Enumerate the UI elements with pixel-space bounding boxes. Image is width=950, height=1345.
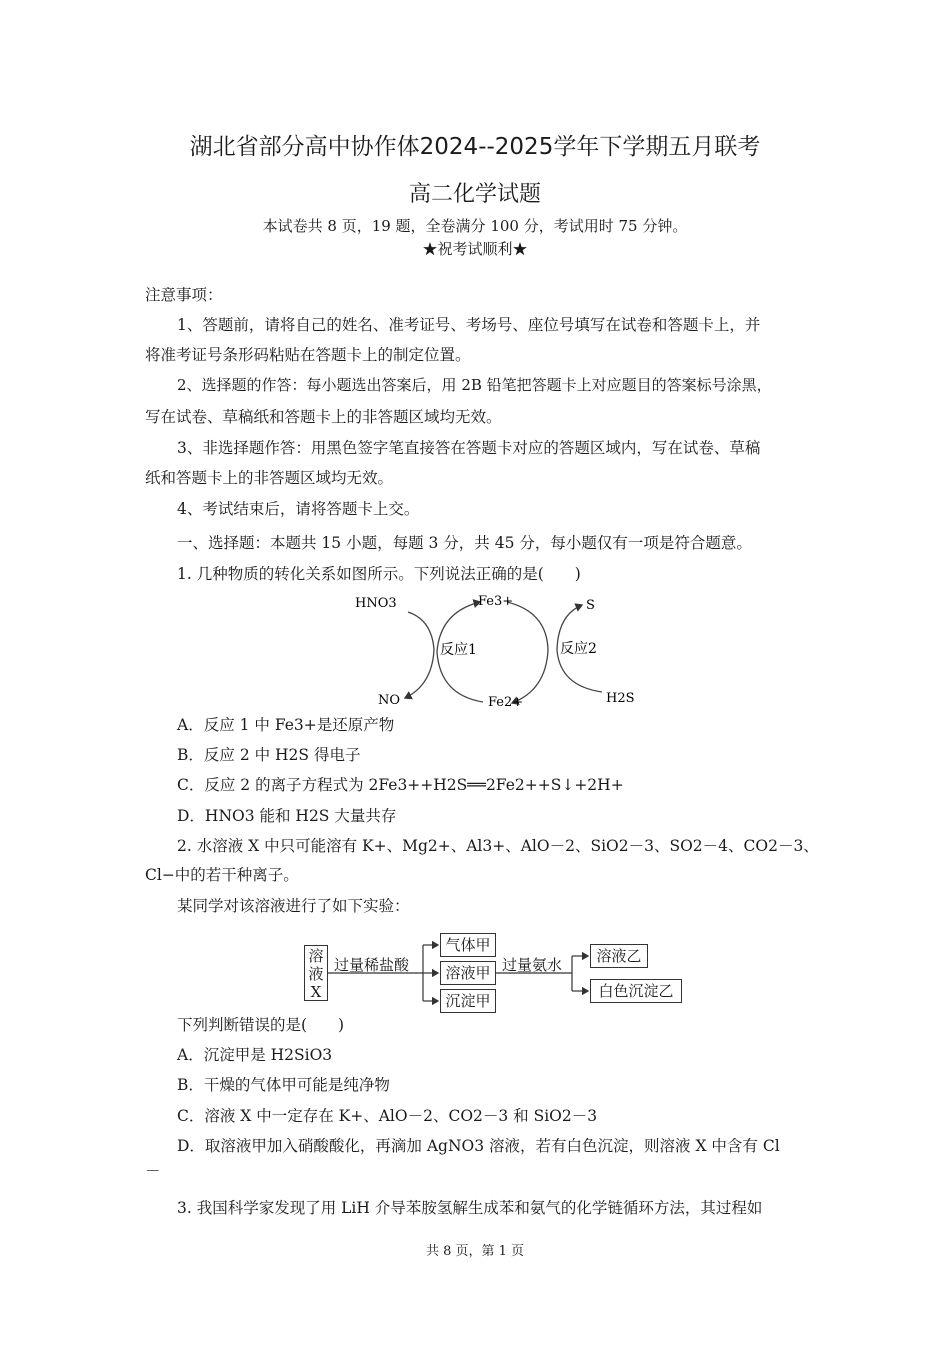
- label-reaction-1: 反应1: [440, 642, 477, 658]
- q2-option-a: A．沉淀甲是 H2SiO3: [177, 1046, 333, 1064]
- notes-heading: 注意事项：: [145, 286, 223, 304]
- note-1a: 1、答题前，请将自己的姓名、准考证号、考场号、座位号填写在试卷和答题卡上，并: [177, 316, 761, 334]
- note-2b: 写在试卷、草稿纸和答题卡上的非答题区域均无效。: [145, 408, 502, 426]
- q1-stem: 1. 几种物质的转化关系如图所示。下列说法正确的是( ): [177, 565, 581, 583]
- section-1-heading: 一、选择题：本题共 15 小题，每题 3 分，共 45 分，每小题仅有一项是符合题意。: [177, 534, 752, 552]
- q2-stem-line2: Cl−中的若干种离子。: [145, 866, 299, 884]
- label-reaction-2: 反应2: [560, 641, 597, 657]
- q1-redox-cycle-diagram: [350, 590, 640, 715]
- flow-precipitate-yi: 白色沉淀乙: [590, 979, 682, 1003]
- flow-precipitate-jia: 沉淀甲: [440, 989, 496, 1013]
- q2-option-b: B．干燥的气体甲可能是纯净物: [177, 1076, 390, 1094]
- flow-solution-yi: 溶液乙: [590, 944, 648, 968]
- exam-wish: ★祝考试顺利★: [422, 240, 528, 258]
- q2-stem-line1: 2. 水溶液 X 中只可能溶有 K+、Mg2+、Al3+、AlO－2、SiO2－3、SO2－4、CO2－3、: [177, 837, 819, 855]
- note-2a: 2、选择题的作答：每小题选出答案后，用 2B 铅笔把答题卡上对应题目的答案标号涂黑，: [177, 376, 772, 394]
- label-no: NO: [378, 693, 401, 708]
- q1-option-d: D．HNO3 能和 H2S 大量共存: [177, 807, 397, 825]
- q2-option-d-line2: －: [145, 1162, 161, 1180]
- exam-info: 本试卷共 8 页，19 题，全卷满分 100 分，考试用时 75 分钟。: [262, 217, 688, 235]
- q2-option-c: C．溶液 X 中一定存在 K+、AlO－2、CO2－3 和 SiO2－3: [177, 1107, 598, 1125]
- q2-intro: 某同学对该溶液进行了如下实验：: [177, 897, 410, 915]
- arc-hno3-to-no: [405, 612, 434, 698]
- q2-option-d-line1: D．取溶液甲加入硝酸酸化，再滴加 AgNO3 溶液，若有白色沉淀，则溶液 X 中含有 Cl: [177, 1137, 780, 1155]
- flow-reagent-hcl: 过量稀盐酸: [334, 956, 410, 974]
- flow-solution-jia: 溶液甲: [440, 961, 496, 985]
- flow-solution-x: 溶液X: [304, 945, 328, 1001]
- label-hno3: HNO3: [355, 596, 397, 611]
- flow-gas-jia: 气体甲: [440, 933, 496, 957]
- label-s: S: [586, 598, 595, 613]
- label-fe3: Fe3+: [478, 594, 514, 609]
- q3-stem: 3. 我国科学家发现了用 LiH 介导苯胺氢解生成苯和氨气的化学链循环方法，其过程如: [177, 1199, 763, 1217]
- q1-option-c: C．反应 2 的离子方程式为 2Fe3++H2S══2Fe2++S↓+2H+: [177, 776, 624, 794]
- note-4: 4、考试结束后，请将答题卡上交。: [177, 500, 420, 518]
- note-3a: 3、非选择题作答：用黑色签字笔直接答在答题卡对应的答题区域内，写在试卷、草稿: [177, 439, 761, 457]
- flow-arrows: [328, 930, 593, 1020]
- note-3b: 纸和答题卡上的非答题区域均无效。: [145, 469, 394, 487]
- exam-subtitle: 高二化学试题: [408, 182, 541, 207]
- page-footer: 共 8 页，第 1 页: [425, 1244, 525, 1259]
- flow-reagent-ammonia: 过量氨水: [502, 956, 563, 974]
- note-1b: 将准考证号条形码粘贴在答题卡上的制定位置。: [145, 346, 471, 364]
- exam-title: 湖北省部分高中协作体2024--2025学年下学期五月联考: [189, 134, 761, 160]
- label-h2s: H2S: [606, 691, 635, 706]
- q1-option-a: A．反应 1 中 Fe3+是还原产物: [177, 716, 395, 734]
- q1-option-b: B．反应 2 中 H2S 得电子: [177, 746, 361, 764]
- label-fe2: Fe2+: [488, 695, 524, 710]
- q2-question: 下列判断错误的是( ): [177, 1016, 345, 1034]
- arc-fe3-to-fe2: [507, 602, 548, 703]
